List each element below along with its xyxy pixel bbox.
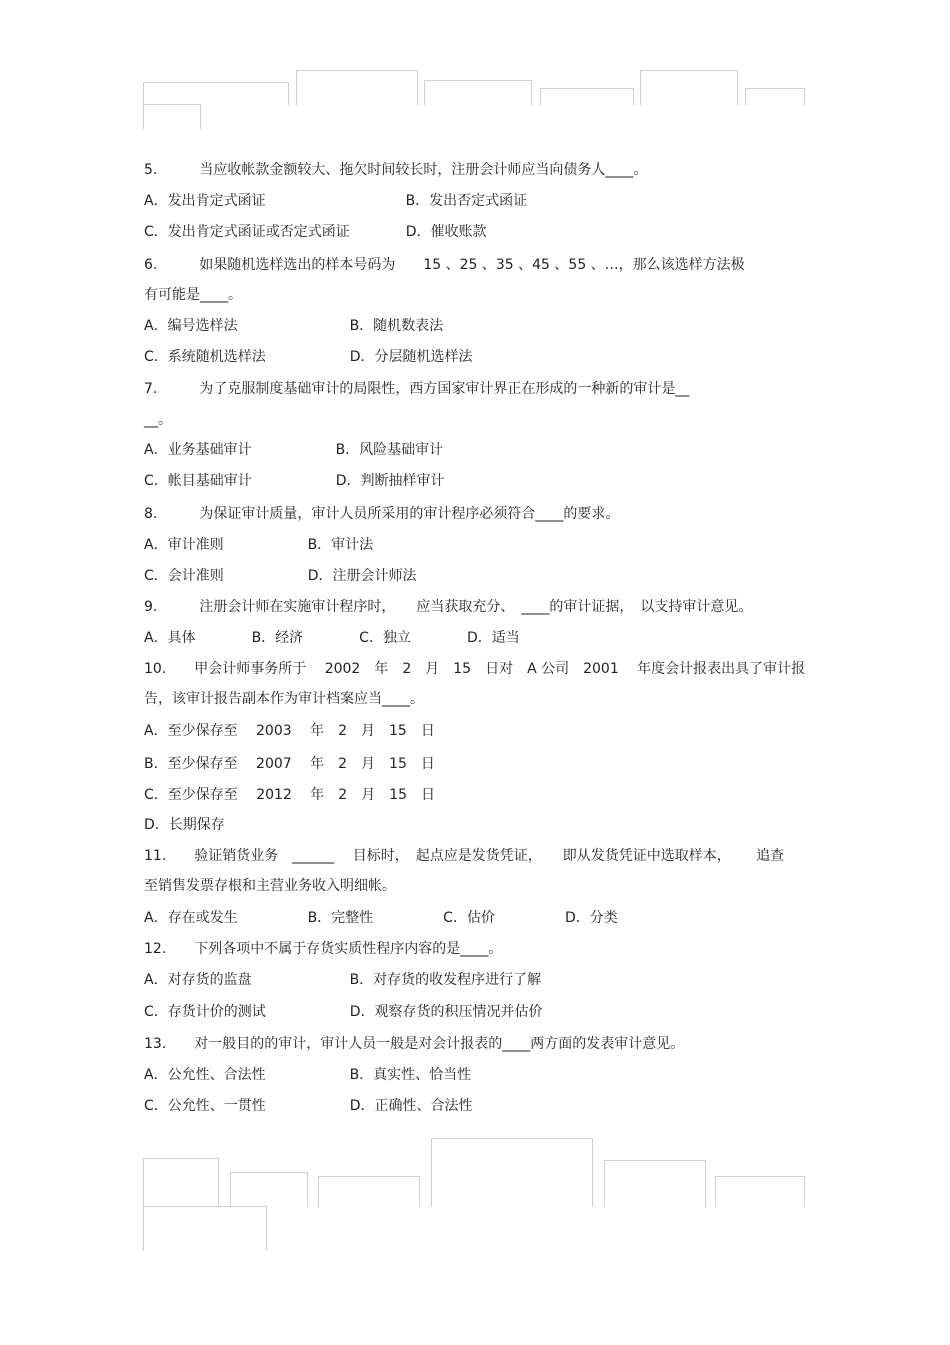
question-8-options-row-2: C．会计准则 D．注册会计师法	[144, 568, 417, 584]
question-10-option-b: B．至少保存至 2007 年 2 月 15 日	[144, 756, 435, 772]
question-11-stem: 11. 验证销货业务 ______ 目标时， 起点应是发货凭证， 即从发货凭证中选取样本， 追查	[144, 848, 785, 864]
question-12-stem: 12. 下列各项中不属于存货实质性程序内容的是____。	[144, 941, 503, 957]
question-6-stem-continued: 有可能是____。	[144, 287, 242, 303]
question-6-stem: 6. 如果随机选样选出的样本号码为 15 、25 、35 、45 、55 、…，那么该选样方法极	[144, 257, 745, 273]
question-12-options-row-2: C．存货计价的测试 D．观察存货的积压情况并估价	[144, 1004, 543, 1020]
footer-decoration-box	[715, 1176, 805, 1207]
header-decoration-box	[640, 70, 738, 105]
footer-decoration-box	[604, 1160, 706, 1207]
question-5-options-row-2: C．发出肯定式函证或否定式函证 D．催收账款	[144, 224, 487, 240]
footer-decoration-box	[318, 1176, 420, 1207]
question-5-options-row-1: A．发出肯定式函证 B．发出否定式函证	[144, 193, 528, 209]
footer-decoration-box	[230, 1172, 308, 1207]
question-10-option-d: D．长期保存	[144, 817, 225, 833]
question-5-stem: 5. 当应收帐款金额较大、拖欠时间较长时，注册会计师应当向债务人____。	[144, 162, 648, 178]
header-decoration-box	[424, 80, 532, 105]
question-8-stem: 8. 为保证审计质量，审计人员所采用的审计程序必须符合____的要求。	[144, 506, 620, 522]
footer-decoration-box	[431, 1138, 593, 1207]
footer-decoration-box	[143, 1206, 267, 1251]
header-decoration-box	[540, 88, 634, 105]
question-7-options-row-2: C．帐目基础审计 D．判断抽样审计	[144, 473, 445, 489]
question-11-options-row-1: A．存在或发生 B．完整性 C．估价 D．分类	[144, 910, 618, 926]
question-7-options-row-1: A．业务基础审计 B．风险基础审计	[144, 442, 444, 458]
question-13-options-row-2: C．公允性、一贯性 D．正确性、合法性	[144, 1098, 473, 1114]
question-10-option-c: C．至少保存至 2012 年 2 月 15 日	[144, 787, 436, 803]
header-decoration-box	[745, 88, 805, 105]
question-12-options-row-1: A．对存货的监盘 B．对存货的收发程序进行了解	[144, 972, 542, 988]
question-7-stem-continued: __。	[144, 412, 172, 428]
question-11-stem-continued: 至销售发票存根和主营业务收入明细帐。	[144, 878, 396, 894]
question-6-options-row-2: C．系统随机选样法 D．分层随机选样法	[144, 349, 473, 365]
question-9-options-row-1: A．具体 B．经济 C．独立 D．适当	[144, 630, 520, 646]
question-7-stem: 7. 为了克服制度基础审计的局限性，西方国家审计界正在形成的一种新的审计是__	[144, 381, 690, 397]
question-8-options-row-1: A．审计准则 B．审计法	[144, 537, 374, 553]
question-6-options-row-1: A．编号选样法 B．随机数表法	[144, 318, 444, 334]
question-10-stem-continued: 告，该审计报告副本作为审计档案应当____。	[144, 691, 424, 707]
question-13-stem: 13. 对一般目的的审计，审计人员一般是对会计报表的____两方面的发表审计意见。	[144, 1036, 685, 1052]
question-13-options-row-1: A．公允性、合法性 B．真实性、恰当性	[144, 1067, 472, 1083]
header-decoration-box	[143, 104, 201, 129]
question-10-stem: 10. 甲会计师事务所于 2002 年 2 月 15 日对 A 公司 2001 年度会计报表出具了审计报	[144, 661, 806, 677]
question-9-stem: 9. 注册会计师在实施审计程序时， 应当获取充分、 ____的审计证据， 以支持审计意见。	[144, 599, 753, 615]
header-decoration-box	[143, 82, 289, 105]
footer-decoration-box	[143, 1158, 219, 1207]
question-10-option-a: A．至少保存至 2003 年 2 月 15 日	[144, 723, 435, 739]
header-decoration-box	[296, 70, 418, 105]
